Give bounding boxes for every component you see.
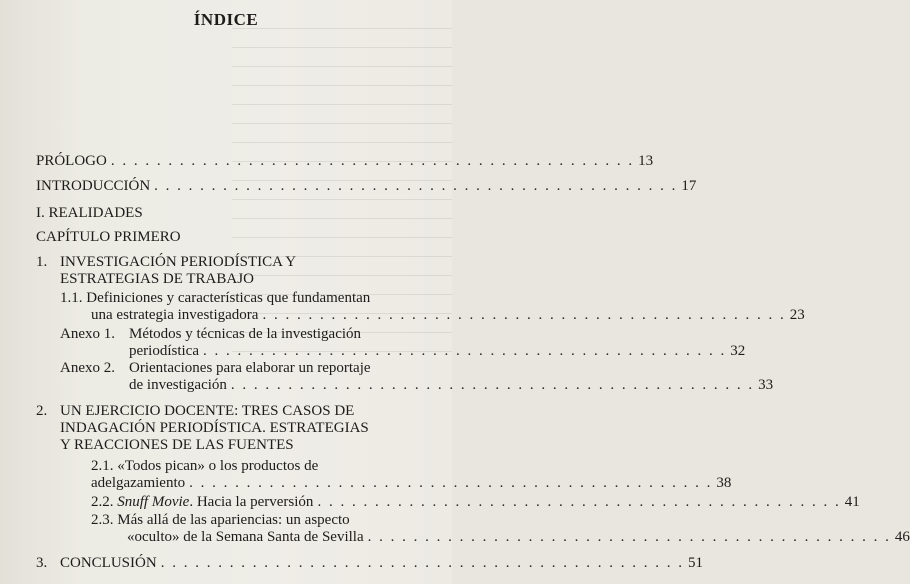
subsection-title: 1.1. Definiciones y características que fundamentan	[60, 290, 371, 306]
anexo-prefix: Anexo 1.	[60, 326, 115, 342]
title-rest: . Hacia la perversión	[189, 494, 314, 510]
toc-label: INTRODUCCIÓN	[36, 178, 151, 194]
toc-label: una estrategia investigadora	[91, 307, 259, 323]
leader-dots: . . . . . . . . . . . . . . . . . . . . . . . . . . . . . . . . . . . . . . . . . . . . . .	[202, 343, 727, 359]
page-title: ÍNDICE	[193, 10, 259, 29]
page-number: 51	[687, 555, 703, 571]
section-title: Y REACCIONES DE LAS FUENTES	[60, 437, 294, 453]
toc-entry-conclusion	[60, 554, 703, 572]
leader-dots: . . . . . . . . . . . . . . . . . . . . . . . . . . . . . . . . . . . . . . . . . . . . . .	[262, 307, 786, 323]
page-number: 33	[758, 377, 774, 393]
toc-entry-introduccion	[36, 177, 697, 195]
toc-label: periodística	[129, 343, 199, 359]
toc-entry-anexo-2	[129, 376, 774, 394]
part-heading: I. REALIDADES	[36, 205, 143, 221]
section-title: ESTRATEGIAS DE TRABAJO	[60, 271, 254, 287]
subsection-title: 2.3. Más allá de las apariencias: un aspecto	[91, 512, 350, 528]
section-number: 1.	[36, 254, 48, 270]
leader-dots: . . . . . . . . . . . . . . . . . . . . . . . . . . . . . . . . . . . . . . . . . . . . . .	[230, 377, 755, 393]
leader-dots: . . . . . . . . . . . . . . . . . . . . . . . . . . . . . . . . . . . . . . . . . . . . . .	[160, 555, 684, 571]
page-number: 32	[730, 343, 746, 359]
leader-dots: . . . . . . . . . . . . . . . . . . . . . . . . . . . . . . . . . . . . . . . . . . . . . .	[110, 153, 635, 169]
chapter-heading: CAPÍTULO PRIMERO	[36, 229, 181, 245]
toc-entry-2-2	[91, 493, 860, 511]
page-number: 23	[789, 307, 805, 323]
anexo-title: Métodos y técnicas de la investigación	[129, 326, 362, 342]
subsection-number: 2.2.	[91, 494, 114, 510]
toc-entry-2-1	[91, 474, 732, 492]
page-number: 17	[681, 178, 697, 194]
section-number: 3.	[36, 555, 48, 571]
leader-dots: . . . . . . . . . . . . . . . . . . . . . . . . . . . . . . . . . . . . . . . . . . . . . .	[317, 494, 841, 510]
toc-label	[91, 493, 313, 511]
toc-entry-1-1	[91, 306, 805, 324]
toc-entry-anexo-1	[129, 342, 746, 360]
section-title: UN EJERCICIO DOCENTE: TRES CASOS DE	[60, 403, 355, 419]
toc-label: «oculto» de la Semana Santa de Sevilla	[127, 529, 364, 545]
subsection-title: 2.1. «Todos pican» o los productos de	[91, 458, 319, 474]
page-number: 41	[844, 494, 860, 510]
page-number: 13	[638, 153, 654, 169]
anexo-prefix: Anexo 2.	[60, 360, 115, 376]
section-number: 2.	[36, 403, 48, 419]
toc-entry-2-3	[127, 528, 910, 546]
toc-label: adelgazamiento	[91, 475, 186, 491]
anexo-title: Orientaciones para elaborar un reportaje	[129, 360, 371, 376]
section-title: INVESTIGACIÓN PERIODÍSTICA Y	[60, 254, 297, 270]
toc-label: de investigación	[129, 377, 227, 393]
italic-title: Snuff Movie	[117, 494, 190, 510]
section-title: INDAGACIÓN PERIODÍSTICA. ESTRATEGIAS	[60, 420, 369, 436]
toc-entry-prologo	[36, 152, 654, 170]
page-number: 46	[894, 529, 910, 545]
toc-label: PRÓLOGO	[36, 153, 107, 169]
toc-label: CONCLUSIÓN	[60, 555, 157, 571]
leader-dots: . . . . . . . . . . . . . . . . . . . . . . . . . . . . . . . . . . . . . . . . . . . . . .	[189, 475, 713, 491]
leader-dots: . . . . . . . . . . . . . . . . . . . . . . . . . . . . . . . . . . . . . . . . . . . . . .	[154, 178, 678, 194]
leader-dots: . . . . . . . . . . . . . . . . . . . . . . . . . . . . . . . . . . . . . . . . . . . . . .	[367, 529, 891, 545]
page-number: 38	[716, 475, 732, 491]
